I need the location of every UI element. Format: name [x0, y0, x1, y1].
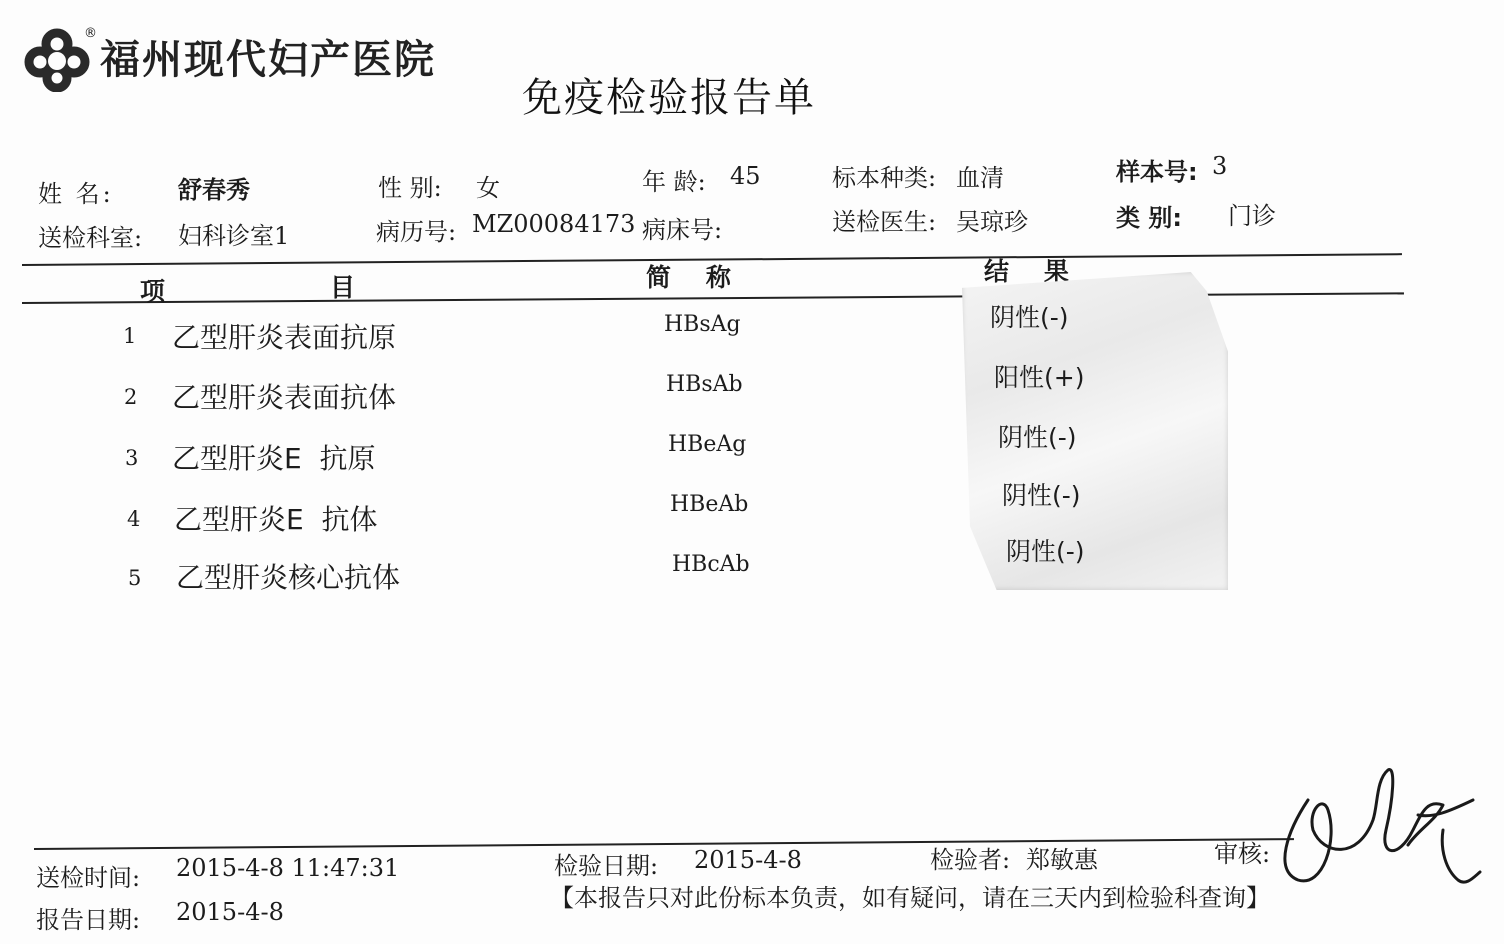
registered-mark: ®: [84, 26, 97, 41]
report-title: 免疫检验报告单: [522, 75, 816, 121]
record-no-value: MZ00084173: [472, 210, 636, 238]
doctor-label: 送检医生:: [832, 208, 937, 236]
test-result: 阴性(-): [998, 423, 1077, 452]
submit-time-value: 2015-4-8 11:47:31: [176, 854, 400, 882]
header-item-right: 目: [330, 273, 356, 302]
header-item-left: 项: [140, 277, 166, 306]
tester-label: 检验者:: [930, 846, 1011, 874]
report-date-value: 2015-4-8: [176, 898, 284, 926]
age-label: 年 龄:: [642, 168, 706, 196]
age-value: 45: [730, 162, 761, 190]
sample-no-label: 样本号:: [1116, 158, 1198, 186]
row-number: 2: [124, 385, 138, 409]
name-label: 姓 名:: [38, 180, 114, 208]
test-date-value: 2015-4-8: [694, 846, 802, 874]
hospital-logo-icon: [22, 28, 92, 92]
submit-time-label: 送检时间:: [36, 864, 141, 892]
row-number: 3: [125, 446, 139, 470]
category-value: 门诊: [1228, 202, 1276, 230]
test-result: 阴性(-): [1002, 481, 1081, 510]
reviewer-label: 审核:: [1214, 840, 1271, 868]
gender-value: 女: [476, 174, 500, 202]
specimen-type-label: 标本种类:: [832, 164, 937, 192]
test-result: 阳性(+): [994, 363, 1085, 392]
tester-value: 郑敏惠: [1026, 846, 1098, 874]
row-number: 4: [127, 507, 141, 531]
row-number: 5: [128, 566, 142, 590]
record-no-label: 病历号:: [376, 218, 457, 246]
test-abbreviation: HBsAg: [664, 312, 741, 337]
row-number: 1: [123, 324, 137, 348]
specimen-type-value: 血清: [956, 164, 1004, 192]
dept-value: 妇科诊室1: [178, 222, 290, 250]
test-item: 乙型肝炎E 抗体: [174, 503, 378, 536]
gender-label: 性 别:: [378, 174, 442, 202]
header-abbreviation: 简 称: [646, 263, 731, 292]
test-result: 阴性(-): [990, 303, 1069, 332]
header-result: 结 果: [984, 257, 1069, 286]
footer-rule: [34, 838, 1294, 850]
test-result: 阴性(-): [1006, 537, 1085, 566]
category-label: 类 别:: [1116, 204, 1182, 232]
test-abbreviation: HBsAb: [666, 372, 743, 397]
test-abbreviation: HBeAb: [670, 492, 749, 517]
test-abbreviation: HBcAb: [672, 552, 750, 577]
report-date-label: 报告日期:: [36, 906, 141, 934]
reviewer-signature-icon: [1268, 760, 1488, 910]
hospital-name: 福州现代妇产医院: [100, 36, 436, 83]
disclaimer-notice: 【本报告只对此份标本负责，如有疑问，请在三天内到检验科查询】: [550, 884, 1270, 912]
test-item: 乙型肝炎核心抗体: [176, 561, 401, 594]
test-date-label: 检验日期:: [554, 852, 659, 880]
test-item: 乙型肝炎表面抗原: [172, 321, 397, 354]
doctor-value: 吴琼珍: [956, 208, 1028, 236]
test-item: 乙型肝炎表面抗体: [172, 381, 397, 414]
test-item: 乙型肝炎E 抗原: [172, 442, 376, 475]
name-value: 舒春秀: [178, 176, 250, 204]
dept-label: 送检科室:: [38, 224, 143, 252]
sample-no-value: 3: [1212, 152, 1228, 180]
bed-no-label: 病床号:: [642, 216, 723, 244]
test-abbreviation: HBeAg: [668, 432, 747, 457]
